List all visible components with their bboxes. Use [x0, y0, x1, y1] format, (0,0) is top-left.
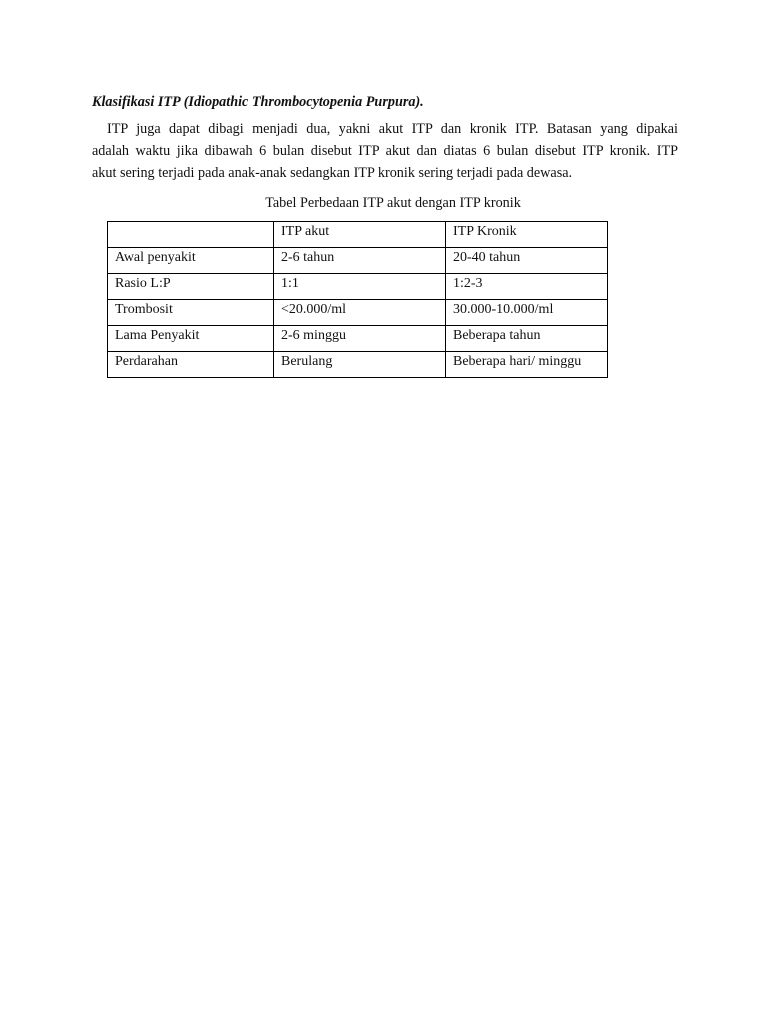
- table-cell: Trombosit: [108, 300, 274, 326]
- table-cell: Perdarahan: [108, 352, 274, 378]
- table-cell: Awal penyakit: [108, 248, 274, 274]
- table-cell: 2-6 minggu: [274, 326, 446, 352]
- table-caption: Tabel Perbedaan ITP akut dengan ITP kronik: [265, 195, 521, 211]
- paragraph-line: adalah waktu jika dibawah 6 bulan disebut ITP akut dan diatas 6 bulan disebut ITP kronik. ITP: [92, 143, 678, 159]
- paragraph-line: ITP juga dapat dibagi menjadi dua, yakni akut ITP dan kronik ITP. Batasan yang dipakai: [107, 121, 678, 137]
- table-cell: <20.000/ml: [274, 300, 446, 326]
- table-cell: 30.000-10.000/ml: [446, 300, 608, 326]
- table-header-cell: ITP akut: [274, 222, 446, 248]
- section-heading: Klasifikasi ITP (Idiopathic Thrombocytopenia Purpura).: [92, 94, 424, 110]
- table-header-row: [108, 222, 608, 248]
- body-paragraph: [92, 118, 678, 184]
- table-cell: 20-40 tahun: [446, 248, 608, 274]
- table-cell: Beberapa tahun: [446, 326, 608, 352]
- table-cell: Rasio L:P: [108, 274, 274, 300]
- table-row: [108, 274, 608, 300]
- table-cell: 2-6 tahun: [274, 248, 446, 274]
- table-cell: Berulang: [274, 352, 446, 378]
- table-row: [108, 300, 608, 326]
- table-cell: Lama Penyakit: [108, 326, 274, 352]
- table-cell: Beberapa hari/ minggu: [446, 352, 608, 378]
- table-row: [108, 326, 608, 352]
- table-cell: 1:2-3: [446, 274, 608, 300]
- table-header-cell: ITP Kronik: [446, 222, 608, 248]
- itp-comparison-table: [107, 221, 608, 378]
- table-header-cell: [108, 222, 274, 248]
- table-row: [108, 352, 608, 378]
- table-cell: 1:1: [274, 274, 446, 300]
- paragraph-line: akut sering terjadi pada anak-anak sedangkan ITP kronik sering terjadi pada dewasa.: [92, 165, 573, 181]
- table-row: [108, 248, 608, 274]
